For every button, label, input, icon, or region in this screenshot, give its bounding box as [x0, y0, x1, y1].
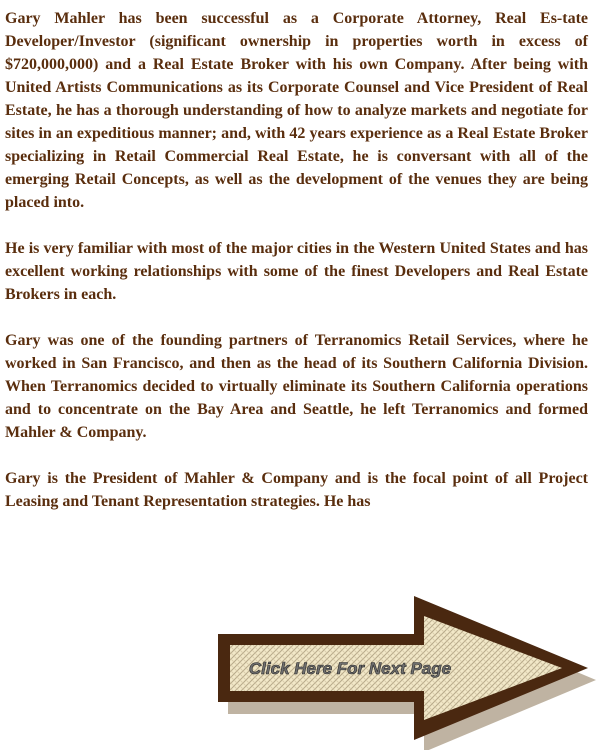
bio-paragraph-2: He is very familiar with most of the major cities in the Western United States and has excellent working relationships with some of the finest Developers and Real Estate Brokers in each. [5, 240, 588, 303]
bio-paragraph-3: Gary was one of the founding partners of Terranomics Retail Services, where he worked in San Francisco, and then as the head of its Southern California Division. When Terranomics decided to virtually eliminate its Southern California operations and to concentrate on the Bay Area and Seattle, he left Terranomics and formed Mahler & Company. [5, 332, 588, 441]
bio-paragraph-4: Gary is the President of Mahler & Company and is the focal point of all Project Leasing and Tenant Representation strategies. He has [5, 470, 588, 510]
bio-paragraph-1: Gary Mahler has been successful as a Corporate Attorney, Real Es-tate Developer/Investor (significant ownership in properties worth in excess of $720,000,000) and a Real Estate Broker with his own Company. After being with United Artists Communications as its Corporate Counsel and Vice President of Real Estate, he has a thorough understanding of how to analyze markets and negotiate for sites in an expeditious manner; and, with 42 years experience as a Real Estate Broker specializing in Retail Commercial Real Estate, he is conversant with all of the emerging Retail Concepts, as well as the development of the venues they are being placed into. [5, 10, 588, 211]
next-page-button[interactable] [210, 590, 598, 750]
right-arrow-icon [210, 590, 598, 750]
next-page-label: Click Here For Next Page [248, 659, 452, 678]
bio-text [5, 7, 588, 536]
